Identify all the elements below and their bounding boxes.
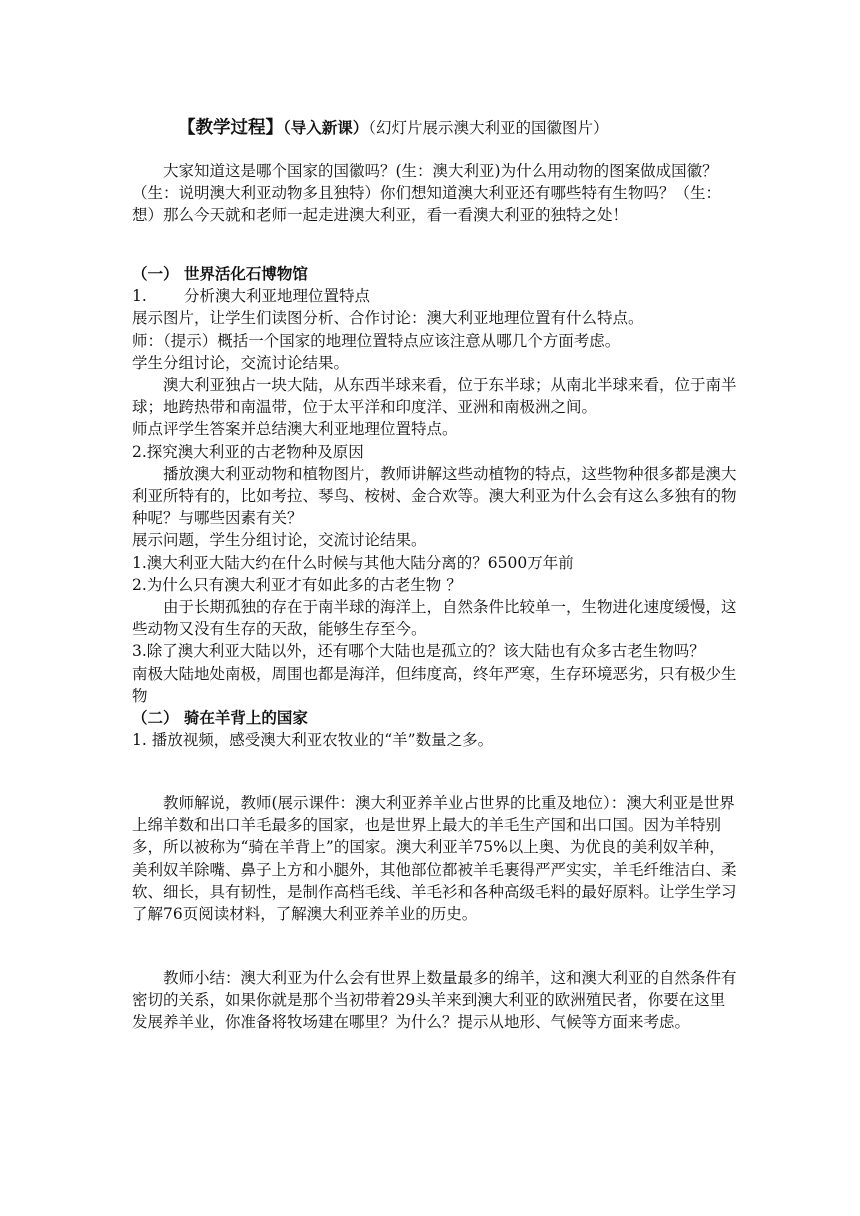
summary-paragraph [132, 967, 738, 1034]
lesson-heading [178, 117, 738, 139]
explain-text: 教师解说，教师(展示课件：澳大利亚养羊业占世界的比重及地位）：澳大利亚是世界上绵羊数和出口羊毛最多的国家，也是世界上最大的羊毛生产国和出口国。因为羊特别多，所以被称为“骑在羊背上”的国家。澳大利亚羊75%以上奥、为优良的美利奴羊种，美利奴羊除嘴、鼻子上方和小腿外，其他部位都被羊毛裹得严严实实，羊毛纤维洁白、柔软、细长，具有韧性，是制作高档毛线、羊毛衫和各种高级毛料的最好原料。让学生学习了解76页阅读材料，了解澳大利亚养羊业的历史。 [132, 794, 737, 924]
section-1-item-2: 2.探究澳大利亚的古老物种及原因 [132, 442, 364, 461]
intro-text: 大家知道这是哪个国家的国徽吗？(生：澳大利亚)为什么用动物的图案做成国徽？（生：说明澳大利亚动物多且独特）你们想知道澳大利亚还有哪些特有生物吗？（生：想）那么今天就和老师一起走进澳大利亚，看一看澳大利亚的独特之处！ [132, 162, 722, 225]
group-discussion-text: 学生分组讨论，交流讨论结果。 [132, 353, 350, 372]
heading-title: 【教学过程】 [178, 118, 283, 138]
play-pictures-text: 播放澳大利亚动物和植物图片，教师讲解这些动植物的特点，这些物种很多都是澳大利亚所特有的，比如考拉、琴鸟、桉树、金合欢等。澳大利亚为什么会有这么多独有的物种呢？与哪些因素有关？ [132, 464, 737, 528]
explain-paragraph [132, 792, 738, 925]
teacher-summary-paragraph: 教师小结：澳大利亚为什么会有世界上数量最多的绵羊，这和澳大利亚的自然条件有密切的关系，如果你就是那个当初带着29头羊来到澳大利亚的欧洲殖民者，你要在这里发展养羊业，你准备将牧场建在哪里？为什么？提示从地形、气候等方面来考虑。 [132, 969, 737, 1032]
question-1: 1.澳大利亚大陆大约在什么时候与其他大陆分离的？6500万年前 [132, 553, 574, 572]
section-1-title: （一） 世界活化石博物馆 [132, 264, 308, 283]
show-questions-text: 展示问题，学生分组讨论，交流讨论结果。 [132, 531, 427, 550]
question-3: 3.除了澳大利亚大陆以外，还有哪个大陆也是孤立的？该大陆也有众多古老生物吗？ [132, 642, 705, 661]
section-1 [132, 263, 738, 751]
heading-subtitle: （导入新课） [283, 118, 369, 137]
item-1-number: 1. [132, 287, 147, 306]
answer-2: 由于长期孤独的存在于南半球的海洋上，自然条件比较单一，生物进化速度缓慢，这些动物又没有生存的天敌，能够生存至今。 [132, 598, 737, 639]
section-2-title: （二） 骑在羊背上的国家 [132, 708, 308, 728]
section-2-item-1: 1. 播放视频，感受澳大利亚农牧业的“羊”数量之多。 [132, 731, 494, 750]
question-2: 2.为什么只有澳大利亚才有如此多的古老生物 ？ [132, 575, 462, 594]
teacher-summary-text: 师点评学生答案并总结澳大利亚地理位置特点。 [132, 420, 458, 439]
item-1-title: 分析澳大利亚地理位置特点 [184, 287, 371, 306]
location-answer-text: 澳大利亚独占一块大陆，从东西半球来看，位于东半球；从南北半球来看，位于南半球；地跨热带和南温带，位于太平洋和印度洋、亚洲和南极洲之间。 [132, 376, 737, 417]
intro-paragraph [132, 160, 738, 227]
heading-note: （幻灯片展示澳大利亚的国徽图片） [368, 119, 609, 137]
answer-3: 南极大陆地处南极，周围也都是海洋，但纬度高，终年严寒，生存环境恶劣，只有极少生物 [132, 664, 737, 705]
section-1-item-1 [132, 285, 738, 307]
show-picture-text: 展示图片，让学生们读图分析、合作讨论：澳大利亚地理位置有什么特点。 [132, 309, 644, 328]
teacher-hint-text: 师：（提示）概括一个国家的地理位置特点应该注意从哪几个方面考虑。 [132, 331, 621, 350]
